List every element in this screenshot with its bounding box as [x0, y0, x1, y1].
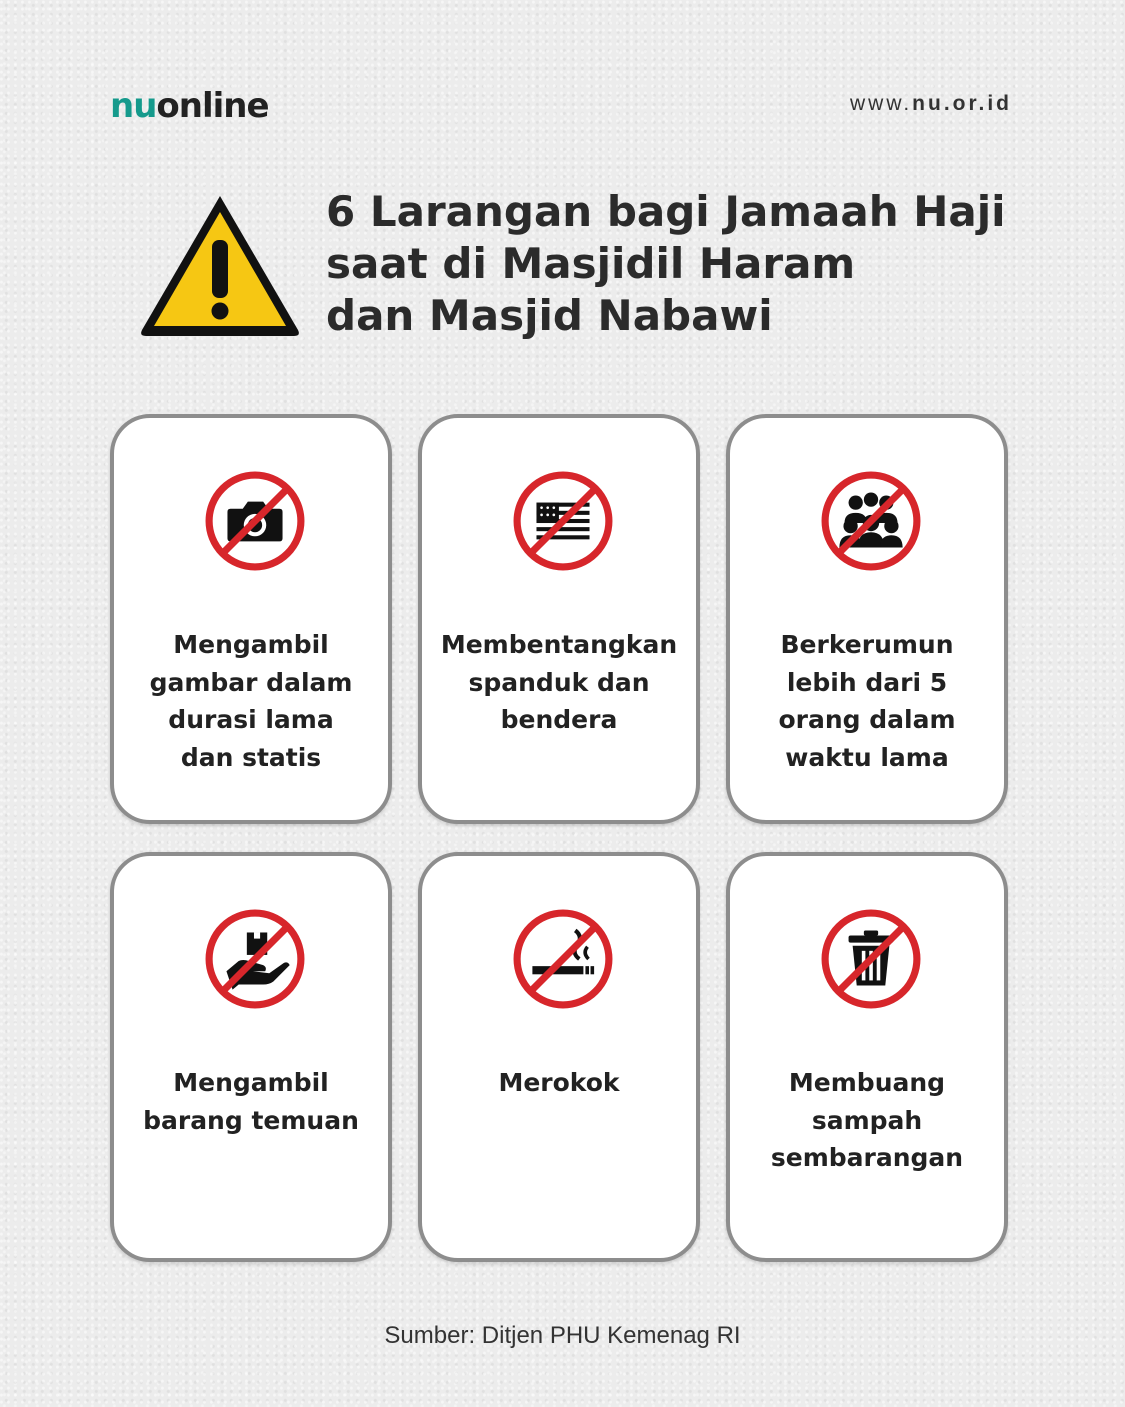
- card-label: Mengambil barang temuan: [143, 1068, 359, 1135]
- title-line-2: saat di Masjidil Haram: [326, 239, 856, 288]
- site-prefix: www.: [849, 92, 913, 115]
- no-littering-icon: [820, 908, 922, 1010]
- source-credit: Sumber: Ditjen PHU Kemenag RI: [384, 1322, 741, 1349]
- logo-prefix: nu: [110, 86, 157, 126]
- logo-text: online: [156, 86, 269, 126]
- no-banner-flag-icon: [512, 470, 614, 572]
- no-found-items-icon: [204, 908, 306, 1010]
- title-line-3: dan Masjid Nabawi: [326, 291, 773, 340]
- card-no-crowding: [726, 414, 1008, 824]
- card-no-photography: [110, 414, 392, 824]
- no-crowd-icon: [820, 470, 922, 572]
- card-label: Merokok: [498, 1068, 620, 1097]
- no-camera-icon: [204, 470, 306, 572]
- card-no-banner: [418, 414, 700, 824]
- card-label: Membentangkan spanduk dan bendera: [440, 630, 678, 734]
- warning-icon: [136, 190, 304, 340]
- card-label: Mengambil gambar dalam durasi lama dan statis: [149, 630, 353, 772]
- card-no-smoking: [418, 852, 700, 1262]
- page-title: [326, 186, 1026, 342]
- card-label: Berkerumun lebih dari 5 orang dalam waktu lama: [778, 630, 956, 772]
- site-domain: nu.or.id: [912, 92, 1012, 115]
- card-label: Membuang sampah sembarangan: [770, 1068, 964, 1172]
- no-smoking-icon: [512, 908, 614, 1010]
- nu-online-logo: [110, 84, 269, 128]
- title-line-1: 6 Larangan bagi Jamaah Haji: [326, 187, 1006, 236]
- card-no-found-items: [110, 852, 392, 1262]
- card-no-littering: [726, 852, 1008, 1262]
- site-url: [850, 92, 1012, 116]
